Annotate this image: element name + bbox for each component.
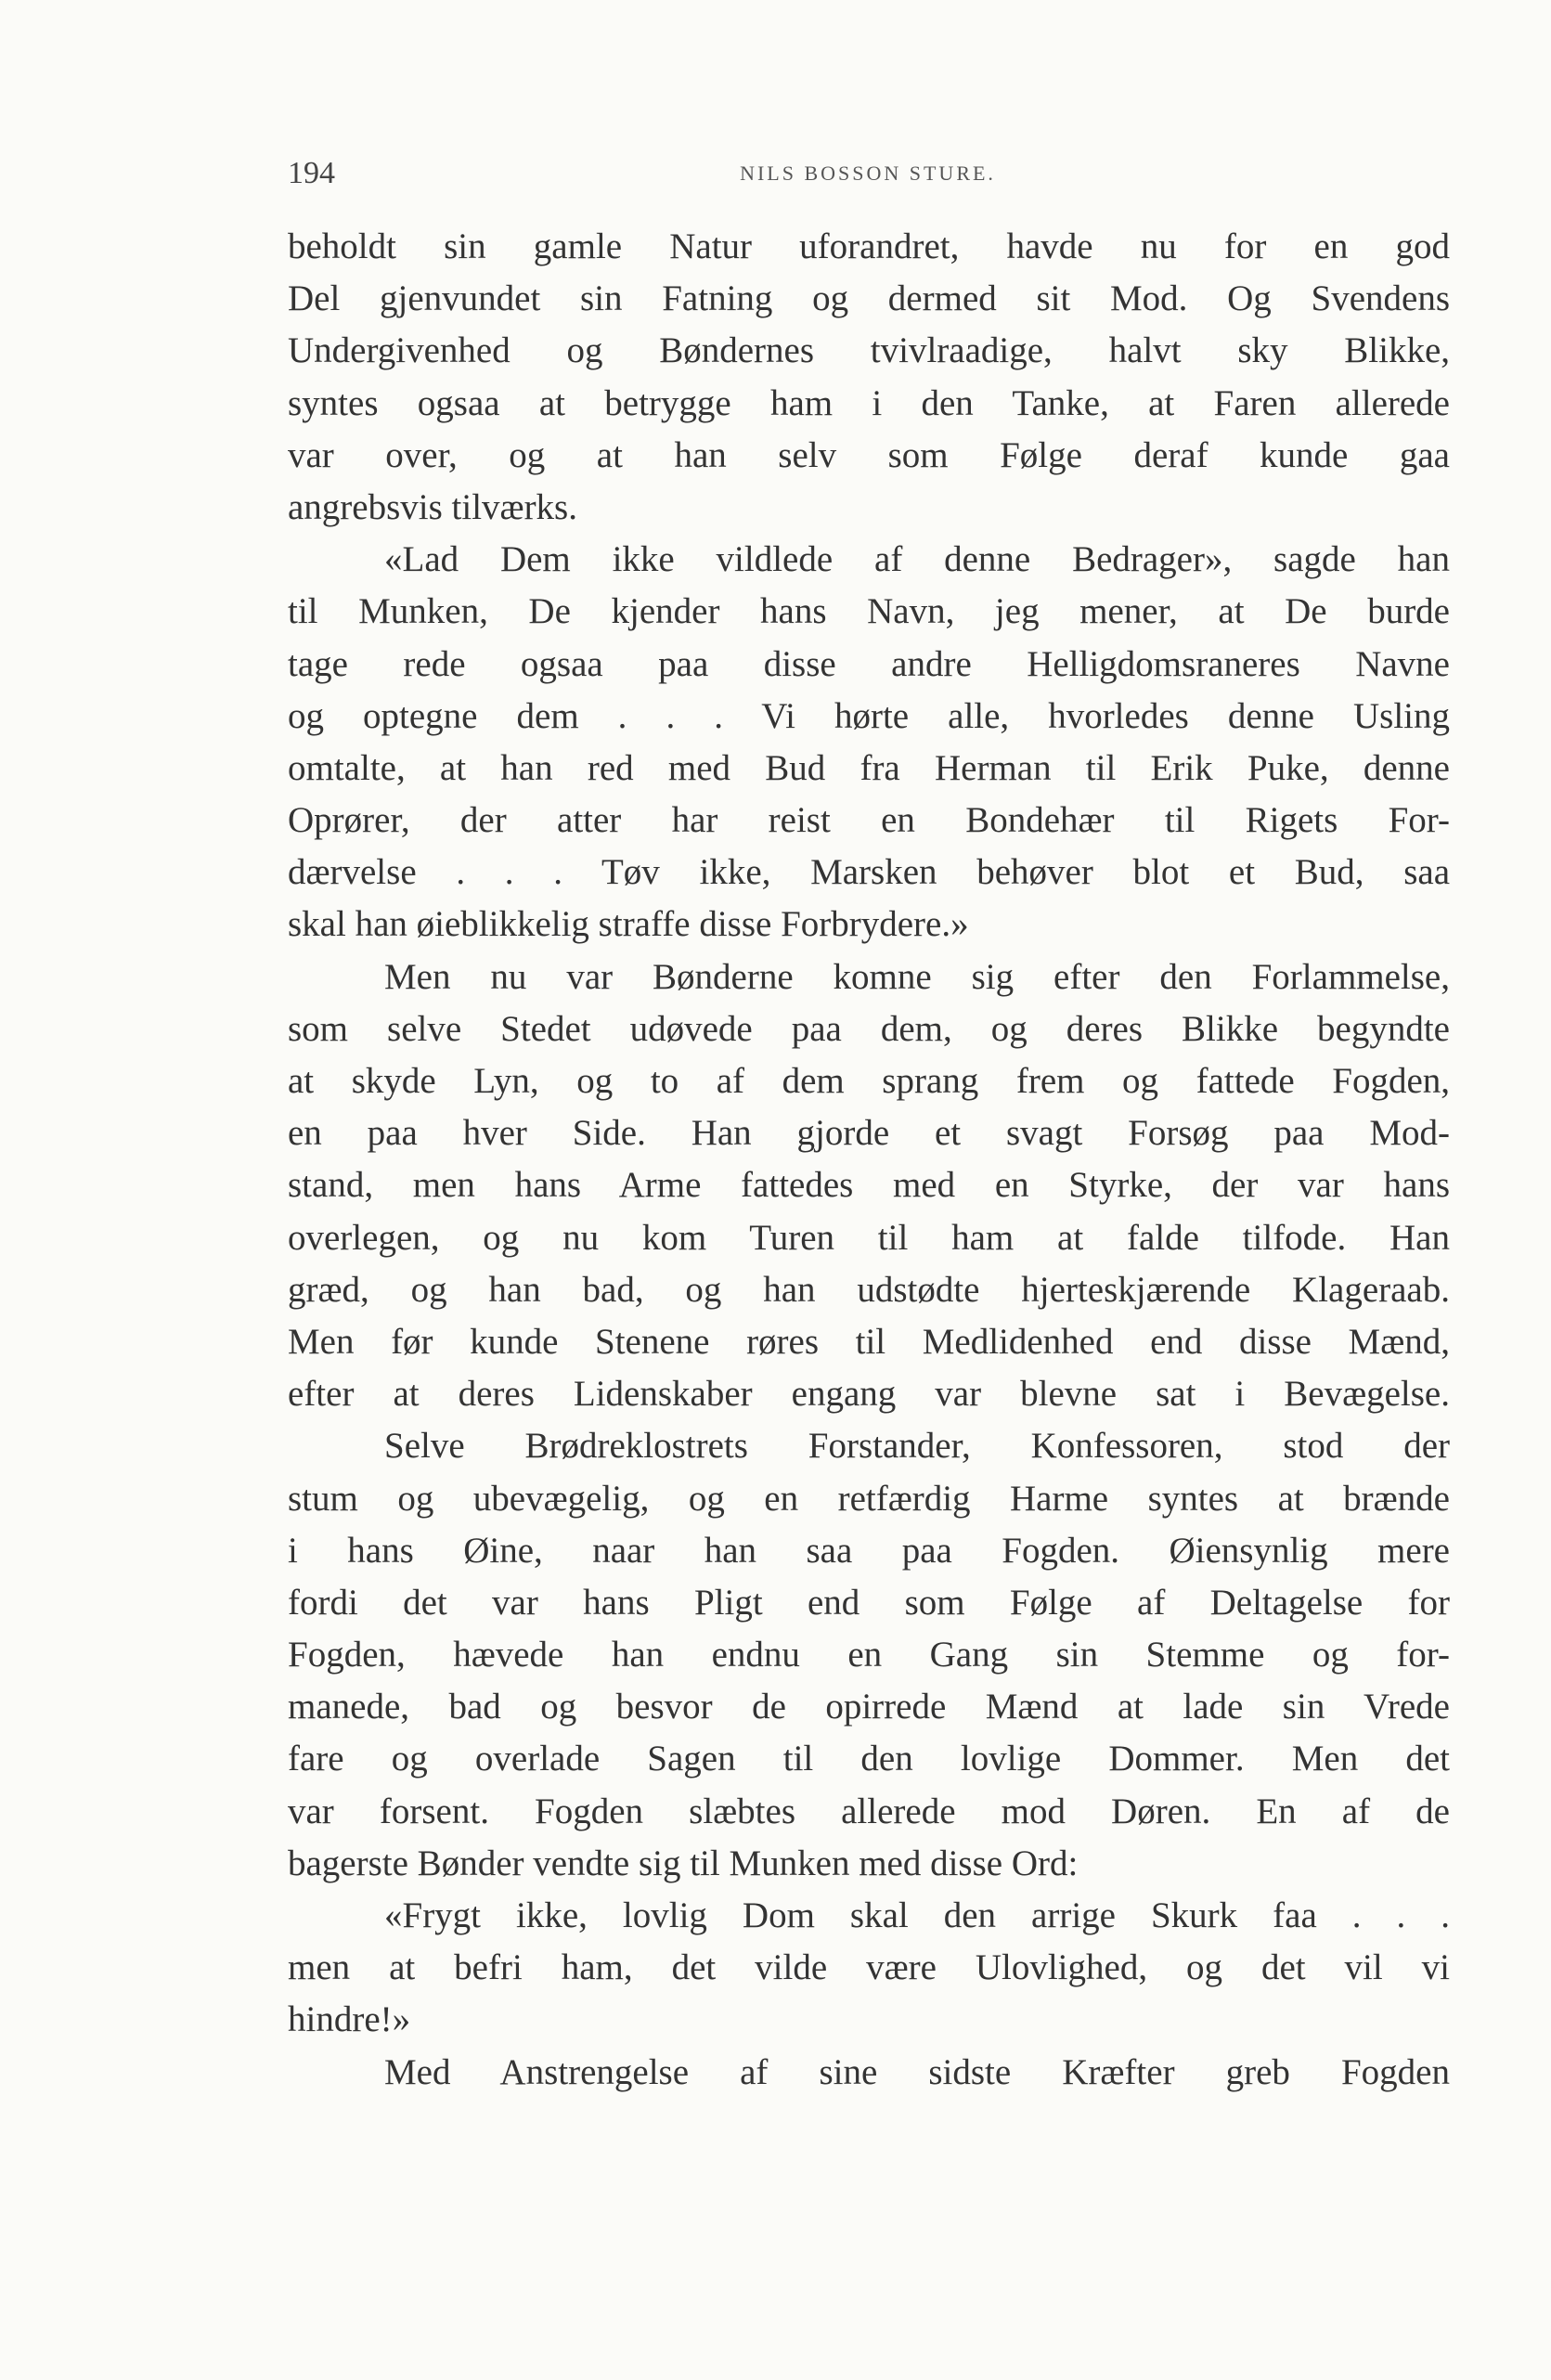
text-line: «Lad Dem ikke vildlede af denne Bedrager», sagde han xyxy=(384,539,1450,580)
text-line: beholdt sin gamle Natur uforandret, havde nu for en god xyxy=(288,226,1450,266)
text-line: bagerste Bønder vendte sig til Munken med disse Ord: xyxy=(288,1843,1079,1883)
text-line: omtalte, at han red med Bud fra Herman til Erik Puke, denne xyxy=(288,747,1450,788)
text-line: dærvelse . . . Tøv ikke, Marsken behøver blot et Bud, saa xyxy=(288,852,1450,893)
text-line: men at befri ham, det vilde være Ulovlighed, og det vil vi xyxy=(288,1947,1450,1988)
text-line: skal han øieblikkelig straffe disse Forbrydere.» xyxy=(288,904,969,945)
text-line: i hans Øine, naar han saa paa Fogden. Øiensynlig mere xyxy=(288,1530,1450,1571)
text-line: Men nu var Bønderne komne sig efter den Forlammelse, xyxy=(384,956,1450,997)
text-line: Selve Brødreklostrets Forstander, Konfessoren, stod der xyxy=(384,1426,1450,1467)
text-line: stum og ubevægelig, og en retfærdig Harme syntes at brænde xyxy=(288,1478,1450,1519)
running-title: NILS BOSSON STURE. xyxy=(740,162,996,185)
text-line: tage rede ogsaa paa disse andre Helligdomsraneres Navne xyxy=(288,643,1450,684)
text-line: syntes ogsaa at betrygge ham i den Tanke, at Faren allerede xyxy=(288,382,1450,423)
text-line: Del gjenvundet sin Fatning og dermed sit Mod. Og Svendens xyxy=(288,278,1450,319)
text-line: fare og overlade Sagen til den lovlige Dommer. Men det xyxy=(288,1739,1450,1779)
text-line: var over, og at han selv som Følge deraf kunde gaa xyxy=(288,434,1450,475)
page-number: 194 xyxy=(288,156,335,190)
text-line: fordi det var hans Pligt end som Følge af Deltagelse for xyxy=(288,1582,1450,1623)
text-line: manede, bad og besvor de opirrede Mænd at lade sin Vrede xyxy=(288,1687,1450,1727)
text-line: Fogden, hævede han endnu en Gang sin Stemme og for- xyxy=(288,1635,1450,1675)
text-line: Undergivenhed og Bøndernes tvivlraadige, halvt sky Blikke, xyxy=(288,330,1450,371)
text-line: hindre!» xyxy=(288,1999,411,2040)
text-line: og optegne dem . . . Vi hørte alle, hvorledes denne Usling xyxy=(288,695,1450,736)
text-line: Med Anstrengelse af sine sidste Kræfter greb Fogden xyxy=(384,2051,1450,2092)
text-line: som selve Stedet udøvede paa dem, og deres Blikke begyndte xyxy=(288,1008,1450,1049)
text-line: græd, og han bad, og han udstødte hjerteskjærende Klageraab. xyxy=(288,1269,1450,1310)
text-line: Oprører, der atter har reist en Bondehær til Rigets For- xyxy=(288,800,1450,841)
page-header xyxy=(288,156,1448,193)
text-line: var forsent. Fogden slæbtes allerede mod Døren. En af de xyxy=(288,1791,1450,1831)
text-line: at skyde Lyn, og to af dem sprang frem og fattede Fogden, xyxy=(288,1061,1450,1101)
text-line: overlegen, og nu kom Turen til ham at falde tilfode. Han xyxy=(288,1217,1450,1258)
text-line: en paa hver Side. Han gjorde et svagt Forsøg paa Mod- xyxy=(288,1113,1450,1154)
text-line: «Frygt ikke, lovlig Dom skal den arrige Skurk faa . . . xyxy=(384,1895,1450,1935)
body-text xyxy=(288,221,1450,2099)
text-line: angrebsvis tilværks. xyxy=(288,486,577,527)
text-line: Men før kunde Stenene røres til Medlidenhed end disse Mænd, xyxy=(288,1321,1450,1362)
text-line: efter at deres Lidenskaber engang var blevne sat i Bevægelse. xyxy=(288,1374,1450,1415)
text-line: stand, men hans Arme fattedes med en Styrke, der var hans xyxy=(288,1165,1450,1206)
text-line: til Munken, De kjender hans Navn, jeg mener, at De burde xyxy=(288,591,1450,632)
